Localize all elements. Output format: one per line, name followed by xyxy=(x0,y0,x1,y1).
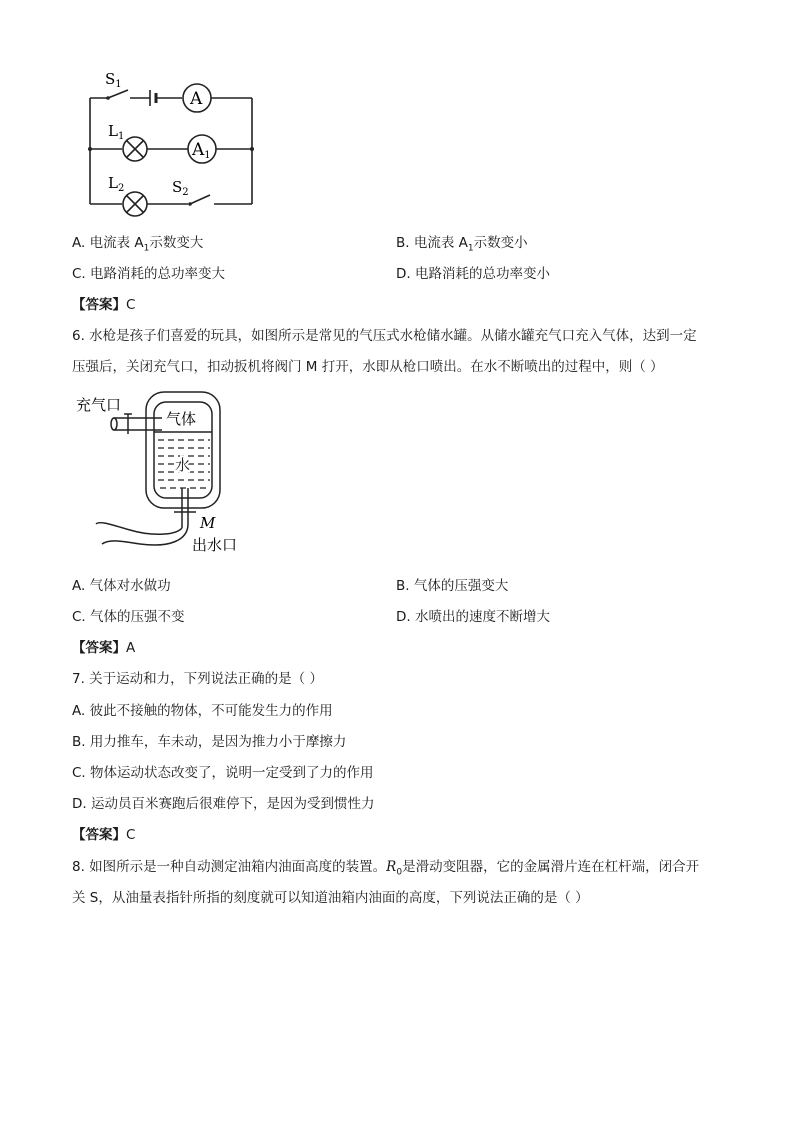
q7-option-a: A. 彼此不接触的物体，不可能发生力的作用 xyxy=(72,703,333,719)
q6-question-line2: 压强后，关闭充气口，扣动扳机将阀门 M 打开，水即从枪口喷出。在水不断喷出的过程中，则（ ） xyxy=(72,359,664,375)
q5-answer: 【答案】C xyxy=(72,297,136,313)
q8-question-line2: 关 S，从油量表指针所指的刻度就可以知道油箱内油面的高度，下列说法正确的是（ ） xyxy=(72,890,589,906)
q7-option-b: B. 用力推车，车未动，是因为推力小于摩擦力 xyxy=(72,734,347,750)
q5-option-c: C. 电路消耗的总功率变大 xyxy=(72,266,226,282)
q6-option-a: A. 气体对水做功 xyxy=(72,578,171,594)
l1-label: $L_1$ xyxy=(108,122,125,142)
s2-label: $S_2$ xyxy=(172,178,189,198)
q7-option-d: D. 运动员百米赛跑后很难停下，是因为受到惯性力 xyxy=(72,796,375,812)
outlet-label: 出水口 xyxy=(192,536,238,554)
q6-option-c: C. 气体的压强不变 xyxy=(72,609,185,625)
inlet-label: 充气口 xyxy=(76,396,122,414)
q6-question-line1: 6. 水枪是孩子们喜爱的玩具，如图所示是常见的气压式水枪储水罐。从储水罐充气口充入气体，达到一定 xyxy=(72,328,697,344)
ammeter-a1-label: A1 xyxy=(192,140,211,161)
q8-question-line1: 8. 如图所示是一种自动测定油箱内油面高度的装置。$R_0$是滑动变阻器，它的金属滑片连在杠杆端，闭合开 xyxy=(72,859,700,878)
q6-option-d: D. 水喷出的速度不断增大 xyxy=(396,609,550,625)
water-label: 水 xyxy=(175,456,191,474)
q5-option-a: A. 电流表 $A_1$示数变大 xyxy=(72,235,204,254)
q6-water-tank-diagram xyxy=(70,388,280,558)
s1-label: $S_1$ xyxy=(105,70,122,90)
q5-option-b: B. 电流表 $A_1$示数变小 xyxy=(396,235,528,254)
q7-question: 7. 关于运动和力，下列说法正确的是（ ） xyxy=(72,671,323,687)
q5-option-d: D. 电路消耗的总功率变小 xyxy=(396,266,550,282)
q5-circuit-diagram xyxy=(70,62,270,222)
q6-answer: 【答案】A xyxy=(72,640,136,656)
q7-answer: 【答案】C xyxy=(72,827,136,843)
valve-m-label: M xyxy=(200,514,216,532)
q7-option-c: C. 物体运动状态改变了，说明一定受到了力的作用 xyxy=(72,765,374,781)
ammeter-a-label: A xyxy=(190,89,203,109)
l2-label: $L_2$ xyxy=(108,174,125,194)
q6-option-b: B. 气体的压强变大 xyxy=(396,578,509,594)
gas-label: 气体 xyxy=(166,410,197,428)
